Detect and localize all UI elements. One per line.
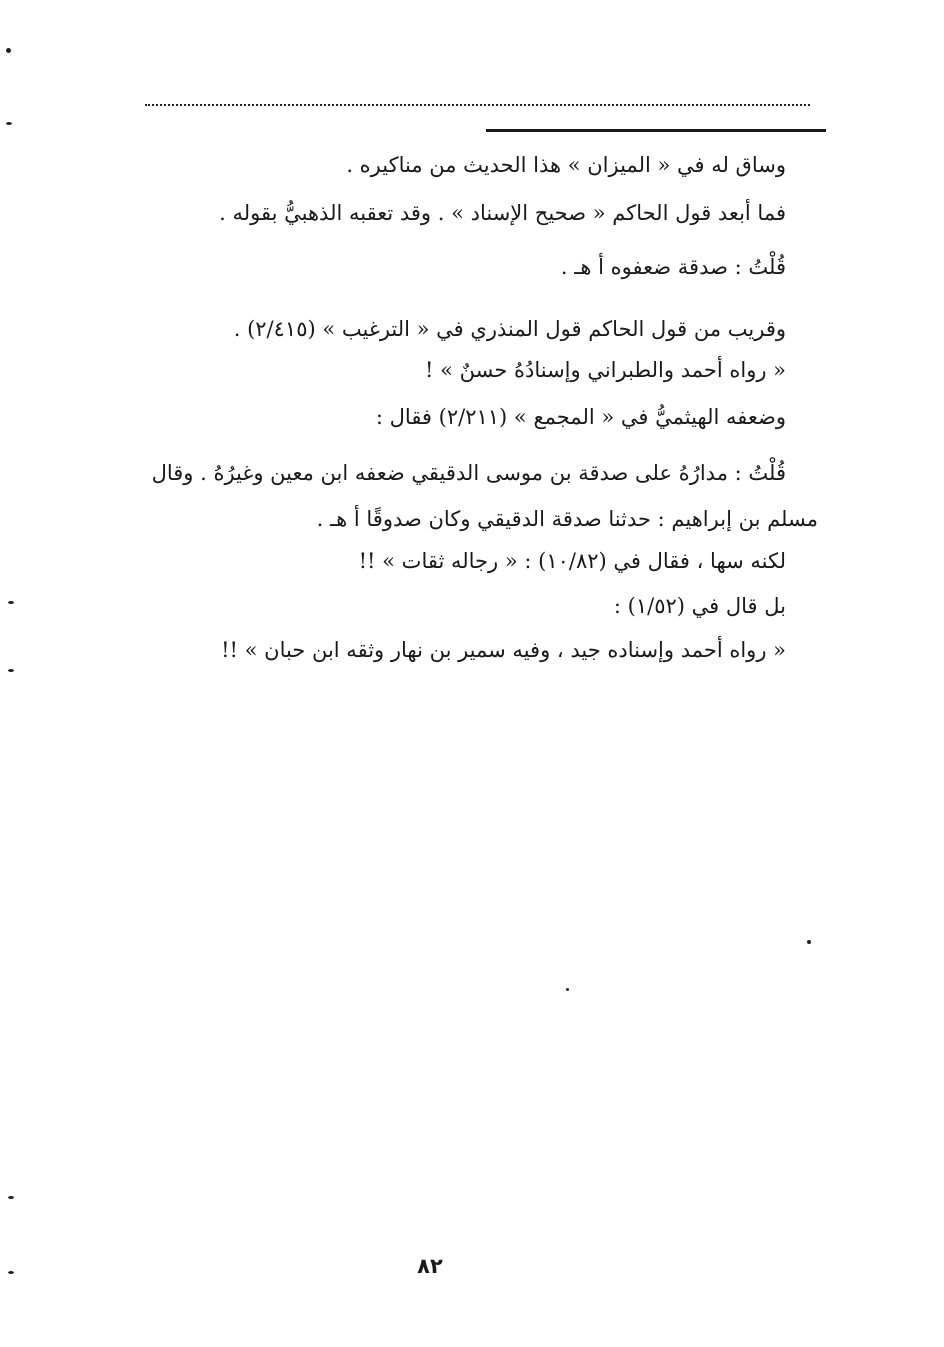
text-line: قُلْتُ : صدقة ضعفوه أ هـ .: [560, 255, 786, 279]
text-line: بل قال في (١/٥٢) :: [613, 594, 786, 618]
scan-speck: [6, 122, 12, 125]
text-line: لكنه سها ، فقال في (١٠/٨٢) : « رجاله ثقات » !!: [358, 549, 786, 573]
text-line: وساق له في « الميزان » هذا الحديث من مناكيره .: [346, 153, 786, 177]
scan-speck: [8, 601, 14, 604]
text-line: وقريب من قول الحاكم قول المنذري في « الترغيب » (٢/٤١٥) .: [233, 317, 786, 341]
text-line: « رواه أحمد والطبراني وإسنادُهُ حسنٌ » !: [424, 358, 786, 382]
scan-speck: [8, 1196, 14, 1199]
scan-speck: [807, 940, 811, 944]
scan-speck: [8, 1271, 14, 1274]
text-line: قُلْتُ : مدارُهُ على صدقة بن موسى الدقيقي ضعفه ابن معين وغيرُهُ . وقال: [151, 461, 786, 485]
scan-speck: [8, 669, 14, 672]
header-dotted-rule: [145, 104, 810, 106]
scan-speck: [566, 988, 569, 991]
text-line: مسلم بن إبراهيم : حدثنا صدقة الدقيقي وكان صدوقًا أ هـ .: [316, 507, 818, 531]
header-solid-rule: [486, 129, 826, 132]
text-line: « رواه أحمد وإسناده جيد ، وفيه سمير بن نهار وثقه ابن حبان » !!: [221, 638, 786, 662]
scan-speck: [6, 48, 11, 53]
text-line: فما أبعد قول الحاكم « صحيح الإسناد » . وقد تعقبه الذهبيُّ بقوله .: [219, 201, 786, 225]
text-line: وضعفه الهيثميُّ في « المجمع » (٢/٢١١) فقال :: [375, 405, 786, 429]
page-number: ٨٢: [417, 1254, 443, 1278]
